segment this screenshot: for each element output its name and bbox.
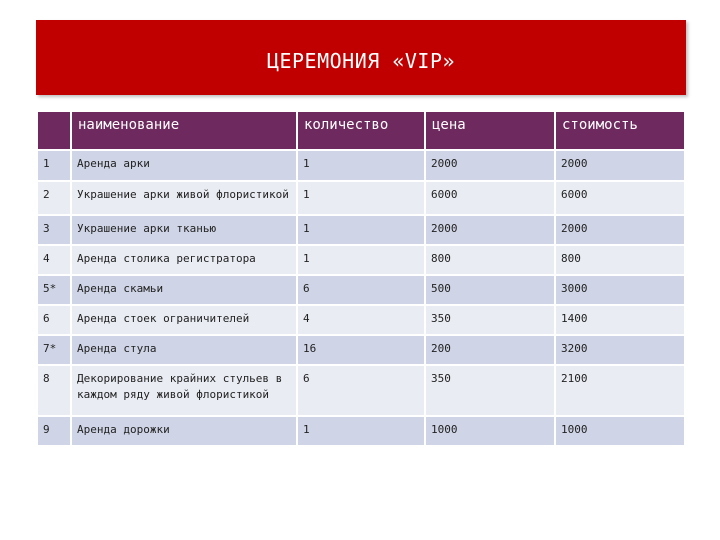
row-number: 6 [37,305,71,335]
row-cost: 3000 [555,275,685,305]
row-price: 500 [425,275,555,305]
row-number: 8 [37,365,71,416]
row-quantity: 1 [297,181,425,215]
row-number: 3 [37,215,71,245]
table-row [37,150,685,181]
row-cost: 1400 [555,305,685,335]
row-quantity: 1 [297,150,425,181]
table-row [37,215,685,245]
row-price: 350 [425,365,555,416]
header-name: наименование [71,111,297,150]
table-row [37,275,685,305]
row-number: 5* [37,275,71,305]
row-name: Украшение арки живой флористикой [71,181,297,215]
row-price: 6000 [425,181,555,215]
table-row [37,245,685,275]
row-cost: 3200 [555,335,685,365]
row-price: 1000 [425,416,555,446]
row-number: 1 [37,150,71,181]
row-cost: 800 [555,245,685,275]
table-row [37,181,685,215]
row-cost: 6000 [555,181,685,215]
row-cost: 2000 [555,150,685,181]
header-cost: стоимость [555,111,685,150]
row-price: 350 [425,305,555,335]
table-header-row [37,111,685,150]
row-number: 9 [37,416,71,446]
row-name: Аренда дорожки [71,416,297,446]
header-quantity: количество [297,111,425,150]
row-number: 2 [37,181,71,215]
row-price: 200 [425,335,555,365]
row-name: Украшение арки тканью [71,215,297,245]
table-row [37,416,685,446]
row-name: Декорирование крайних стульев в каждом ряду живой флористикой [71,365,297,416]
row-quantity: 16 [297,335,425,365]
price-table [36,110,686,447]
row-cost: 2000 [555,215,685,245]
row-cost: 2100 [555,365,685,416]
header-price: цена [425,111,555,150]
row-quantity: 1 [297,416,425,446]
row-cost: 1000 [555,416,685,446]
title-banner [36,20,686,95]
row-name: Аренда арки [71,150,297,181]
table-row [37,335,685,365]
row-name: Аренда стоек ограничителей [71,305,297,335]
row-number: 7* [37,335,71,365]
row-price: 800 [425,245,555,275]
table-row [37,305,685,335]
row-quantity: 4 [297,305,425,335]
table-row [37,365,685,416]
row-name: Аренда стула [71,335,297,365]
row-quantity: 6 [297,365,425,416]
row-name: Аренда столика регистратора [71,245,297,275]
slide-title: ЦЕРЕМОНИЯ «VIP» [266,48,456,73]
row-quantity: 6 [297,275,425,305]
row-quantity: 1 [297,215,425,245]
row-name: Аренда скамьи [71,275,297,305]
row-quantity: 1 [297,245,425,275]
header-number [37,111,71,150]
row-price: 2000 [425,150,555,181]
row-number: 4 [37,245,71,275]
row-price: 2000 [425,215,555,245]
